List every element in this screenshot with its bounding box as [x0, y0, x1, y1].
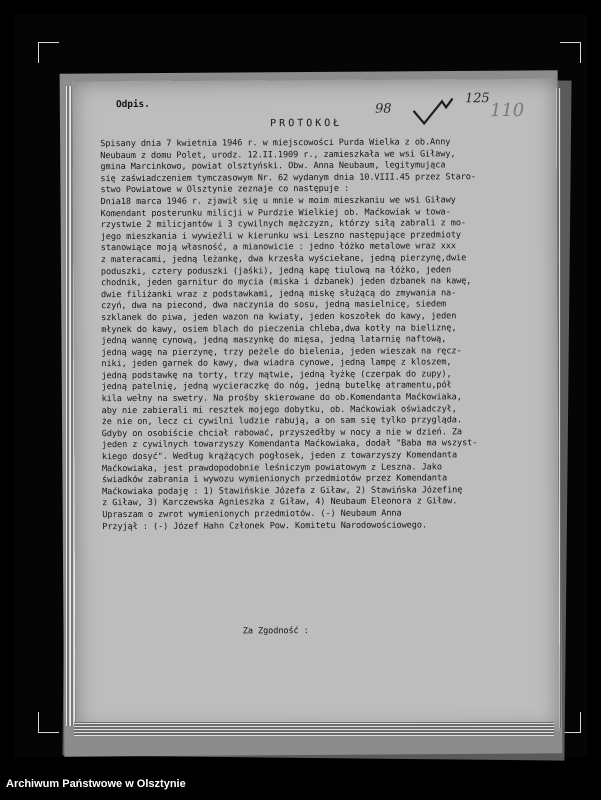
crop-mark-bottom-left [38, 712, 59, 733]
document-title: PROTOKOŁ [270, 117, 343, 130]
document-line: poduszki, cztery poduszki (jaśki), jedną kapę tiulową na łóżko, jeden [100, 264, 452, 277]
document-line: rzystwie 2 milicjantów i 3 cywilnych mężczyzn, którzy siłą zabrali z mo- [100, 218, 467, 231]
document-line: stanowiące moją własność, a mianowicie : jedno łóżko metalowe wraz xxx [100, 241, 456, 254]
document-line: jeden z cywilnych towarzyszy Komendanta Maćkowiaka, dodał "Baba ma wszyst- [101, 438, 478, 451]
handwritten-note-right: 125 [464, 91, 490, 107]
document-line: jego mieszkania i wywieźli w kierunku wsi Leszno następujące przedmioty [100, 230, 461, 242]
document-line: Maćkowiaka podaję : 1) Stawińskie Józefa z Giław, 2) Stawińska Józefinę [102, 485, 463, 497]
document-line: jedną podstawkę na torty, trzy mątwie, jedną łyżkę (czerpak do zupy), [101, 369, 452, 382]
document-line: gmina Marcinkowo, powiat olsztyński. Obw. Anna Neubaum, legitymująca [100, 160, 446, 173]
document-line: Spisany dnia 7 kwietnia 1946 r. w miejscowości Purda Wielka z ob.Anny [100, 137, 451, 150]
document-line: chodnik, jeden garnitur do mycia (miska i dzbanek) jeden dzbanek na kawę, [100, 276, 472, 289]
protocol-body [100, 137, 542, 533]
document-line: jedną wannę cynową, jedną maszynkę do mięsa, jedną latarnię naftową, [101, 334, 447, 347]
document-line: stwo Powiatowe w Olsztynie zeznaje co następuje : [100, 184, 350, 196]
document-line: Gdyby on osobiście chciał rabować, przyszedłby w nocy a nie w dzień. Za [101, 427, 463, 439]
document-line: Dnia18 marca 1946 r. zjawił się u mnie w moim mieszkaniu we wsi Giławy [100, 195, 456, 208]
document-line: niki, jeden garnek do kawy, dwa wiadra cynowe, jedną lampę z kloszem, [101, 357, 452, 370]
document-line: kila wełny na swetry. Na prośby skierowane do ob.Komendanta Maćkowiaka, [101, 392, 462, 405]
copy-label: Odpis. [116, 98, 150, 111]
page-stack-bottom-edge [74, 722, 554, 736]
document-line: szklanek do piwa, jeden wazon na kwiaty, jeden koszołek do kawy, jeden [101, 311, 457, 324]
document-line: Komendant posterunku milicji w Purdzie Wielkiej ob. Maćkowiak w towa- [100, 206, 451, 219]
document-line: Maćkowiaka, jest prawdopodobnie leśniczym powiatowym z Leszna. Jako [101, 461, 442, 474]
conformity-label: Za Zgodność : [242, 626, 309, 637]
document-line: świadków zabrania i wywozu wymienionych przedmiotów przez Komendanta [101, 473, 448, 486]
document-line: Upraszam o zwrot wymienionych przedmiotów. (-) Neubaum Anna [102, 508, 402, 521]
document-line: się zaświadczeniem tymczasowym Nr. 62 wydanym dnia 10.VIII.45 przez Staro- [100, 171, 476, 184]
document-line: jedną wagę na pierzynę, trzy peżele do bielenia, jeden wieszak na ręcz- [101, 345, 462, 358]
crop-mark-top-left [38, 42, 59, 63]
document-line: czyń, dwa na piecond, dwa naczynia do sosu, jedną masielnicę, siedem [101, 299, 447, 312]
handwritten-check-mark-icon [412, 97, 466, 127]
document-line: Przyjął : (-) Józef Hahn Członek Pow. Komitetu Narodowościowego. [102, 520, 427, 532]
document-line: z materacami, jedną leżankę, dwa krzesła wyściełane, jedną pierzynę,dwie [100, 253, 467, 266]
document-line: kiego dosyć". Według krążących pogłosek, jeden z towarzyszy Komendanta [101, 450, 458, 463]
document-line: Neubaum z domu Polet, urodz. 12.II.1909 r., zamieszkała we wsi Giławy, [100, 148, 456, 161]
document-line: aby nie zabierali mi resztek mojego dobytku, ob. Maćkowiak oświadczył, [101, 403, 457, 416]
archive-label: Archiwum Państwowe w Olsztynie [6, 778, 186, 790]
document-line: dwie filiżanki wraz z podstawkami, jedną miskę służącą do zmywania na- [101, 288, 457, 300]
document-line: młynek do kawy, osiem blach do pieczenia chleba,dwa kotły na bieliznę, [101, 322, 457, 335]
handwritten-note-left: 98 [375, 101, 392, 117]
handwritten-note-pencil: 110 [490, 99, 525, 122]
document-line: że nie on, lecz ci cywilni ludzie rabują, a on sam się tylko przygląda. [101, 415, 462, 428]
crop-mark-top-right [560, 42, 581, 63]
document-line: jedną patelnię, jedną wycieraczkę do nóg, jedną butelkę atramentu,pół [101, 380, 452, 393]
document-line: z Giław, 3) Karczewska Agnieszka z Giław, 4) Neubaum Eleonora z Giław. [102, 496, 458, 509]
